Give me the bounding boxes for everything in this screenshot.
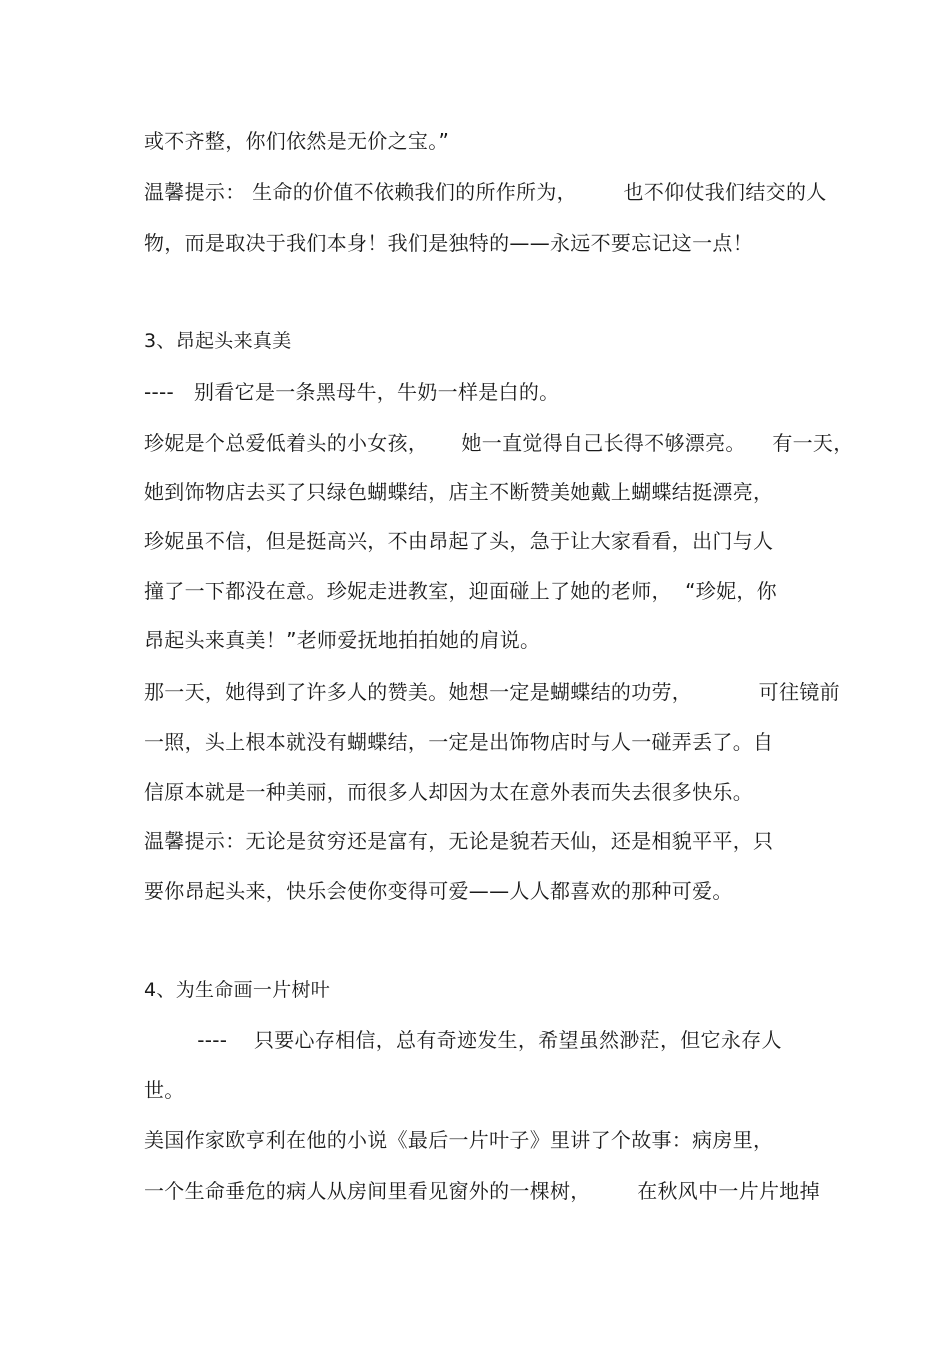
text-line: 信原本就是一种美丽，而很多人却因为太在意外表而失去很多快乐。 bbox=[144, 780, 753, 804]
tip-line: 温馨提示： 生命的价值不依赖我们的所作所为， 也不仰仗我们结交的人 bbox=[144, 180, 827, 204]
text-line: 美国作家欧亨利在他的小说《最后一片叶子》里讲了个故事：病房里， bbox=[144, 1128, 774, 1152]
text-line: 撞了一下都没在意。珍妮走进教室，迎面碰上了她的老师， “珍妮，你 bbox=[144, 579, 777, 603]
text-line: 昂起头来真美！”老师爱抚地拍拍她的肩说。 bbox=[144, 628, 541, 652]
section-epigraph: ---- 别看它是一条黑母牛，牛奶一样是白的。 bbox=[144, 380, 560, 404]
text-line: 一照，头上根本就没有蝴蝶结，一定是出饰物店时与人一碰弄丢了。自 bbox=[144, 730, 774, 754]
text-line: 或不齐整，你们依然是无价之宝。” bbox=[144, 129, 450, 153]
section-epigraph: ---- 只要心存相信，总有奇迹发生，希望虽然渺茫，但它永存人 bbox=[144, 1028, 782, 1052]
text-line: 她到饰物店去买了只绿色蝴蝶结，店主不断赞美她戴上蝴蝶结挺漂亮， bbox=[144, 480, 774, 504]
text-line: 世。 bbox=[144, 1078, 185, 1102]
section-heading-3: 3、昂起头来真美 bbox=[144, 330, 292, 352]
text-line: 物，而是取决于我们本身！我们是独特的——永远不要忘记这一点！ bbox=[144, 231, 753, 255]
text-line: 一个生命垂危的病人从房间里看见窗外的一棵树， 在秋风中一片片地掉 bbox=[144, 1179, 820, 1203]
tip-line: 温馨提示：无论是贫穷还是富有，无论是貌若天仙，还是相貌平平，只 bbox=[144, 829, 774, 853]
section-heading-4: 4、为生命画一片树叶 bbox=[144, 979, 331, 1001]
text-line: 那一天，她得到了许多人的赞美。她想一定是蝴蝶结的功劳， 可往镜前 bbox=[144, 680, 840, 704]
text-line: 珍妮是个总爱低着头的小女孩， 她一直觉得自己长得不够漂亮。 有一天， bbox=[144, 431, 854, 455]
text-line: 珍妮虽不信，但是挺高兴，不由昂起了头，急于让大家看看，出门与人 bbox=[144, 529, 774, 553]
text-line: 要你昂起头来，快乐会使你变得可爱——人人都喜欢的那种可爱。 bbox=[144, 879, 733, 903]
